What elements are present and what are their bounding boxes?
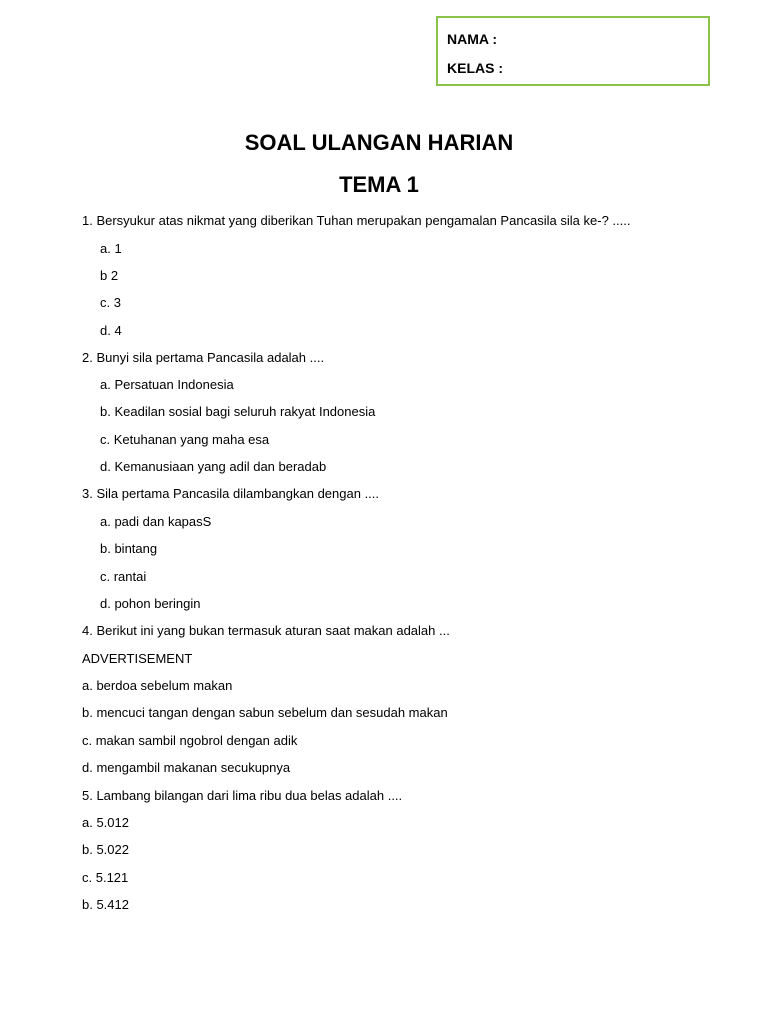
page-title: SOAL ULANGAN HARIAN	[244, 130, 514, 155]
question-2: 2. Bunyi sila pertama Pancasila adalah ....	[82, 350, 325, 365]
question-4-option-c: c. makan sambil ngobrol dengan adik	[82, 733, 298, 748]
advertisement-label: ADVERTISEMENT	[82, 651, 193, 666]
question-2-option-a: a. Persatuan Indonesia	[100, 377, 234, 392]
question-1-option-c: c. 3	[100, 295, 121, 310]
question-5-option-d: b. 5.412	[82, 897, 129, 912]
question-2-option-c: c. Ketuhanan yang maha esa	[100, 432, 270, 447]
question-1-option-d: d. 4	[100, 323, 122, 338]
page-subtitle: TEMA 1	[339, 172, 419, 197]
class-label: KELAS :	[447, 60, 503, 76]
question-4: 4. Berikut ini yang bukan termasuk aturan saat makan adalah ...	[82, 623, 450, 638]
question-4-option-a: a. berdoa sebelum makan	[82, 678, 233, 693]
question-3: 3. Sila pertama Pancasila dilambangkan dengan ....	[82, 486, 380, 501]
question-4-option-b: b. mencuci tangan dengan sabun sebelum dan sesudah makan	[82, 705, 448, 720]
question-4-option-d: d. mengambil makanan secukupnya	[82, 760, 291, 775]
question-5-option-b: b. 5.022	[82, 842, 129, 857]
question-3-option-b: b. bintang	[100, 541, 158, 556]
question-1: 1. Bersyukur atas nikmat yang diberikan Tuhan merupakan pengamalan Pancasila sila ke-? .....	[82, 213, 631, 228]
question-1-option-a: a. 1	[100, 241, 122, 256]
question-2-option-b: b. Keadilan sosial bagi seluruh rakyat Indonesia	[100, 404, 376, 419]
question-3-option-c: c. rantai	[100, 569, 147, 584]
question-2-option-d: d. Kemanusiaan yang adil dan beradab	[100, 459, 327, 474]
question-5-option-c: c. 5.121	[82, 870, 129, 885]
student-identity-box	[436, 16, 710, 86]
question-3-option-a: a. padi dan kapasS	[100, 514, 212, 529]
name-label: NAMA :	[447, 31, 498, 47]
question-1-option-b: b 2	[100, 268, 119, 283]
question-5-option-a: a. 5.012	[82, 815, 129, 830]
question-5: 5. Lambang bilangan dari lima ribu dua belas adalah ....	[82, 788, 403, 803]
question-3-option-d: d. pohon beringin	[100, 596, 201, 611]
